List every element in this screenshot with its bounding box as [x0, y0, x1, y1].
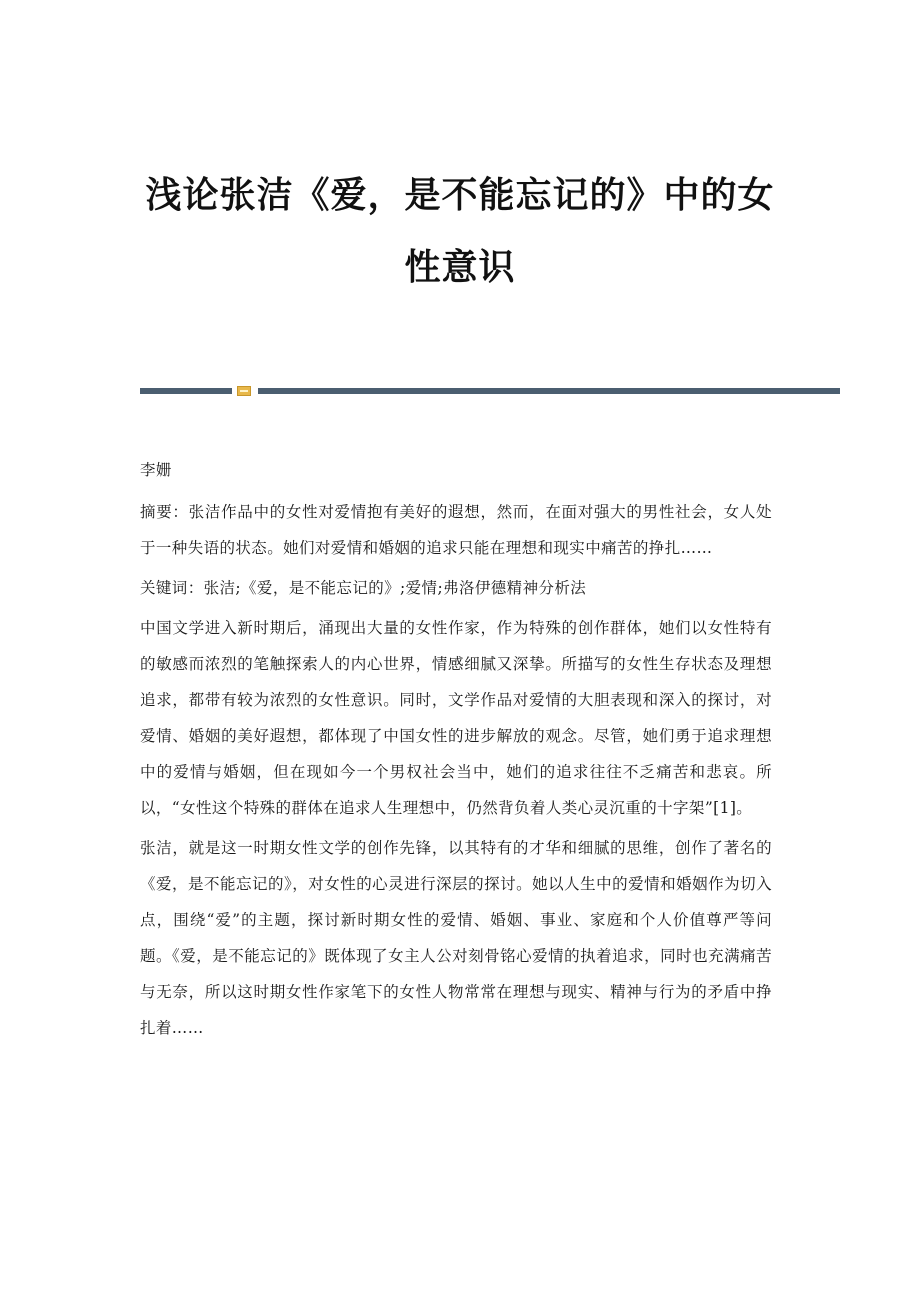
author-name: 李姗 [140, 461, 172, 479]
body-paragraph-1: 中国文学进入新时期后，涌现出大量的女性作家，作为特殊的创作群体，她们以女性特有的敏感而浓烈的笔触探索人的内心世界，情感细腻又深挚。所描写的女性生存状态及理想追求，都带有较为浓烈的女性意识。同时，文学作品对爱情的大胆表现和深入的探讨，对爱情、婚姻的美好遐想，都体现了中国女性的进步解放的观念。尽管，她们勇于追求理想中的爱情与婚姻，但在现如今一个男权社会当中，她们的追求往往不乏痛苦和悲哀。所以，“女性这个特殊的群体在追求人生理想中，仍然背负着人类心灵沉重的十字架”[1]。 [140, 619, 772, 817]
divider-ornament-icon [237, 386, 251, 396]
article-body [140, 452, 772, 1050]
title-divider [140, 386, 840, 396]
divider-bar-left [140, 388, 232, 394]
body-paragraph-2: 张洁，就是这一时期女性文学的创作先锋，以其特有的才华和细腻的思维，创作了著名的《爱，是不能忘记的》，对女性的心灵进行深层的探讨。她以人生中的爱情和婚姻作为切入点，围绕“爱”的主题，探讨新时期女性的爱情、婚姻、事业、家庭和个人价值尊严等问题。《爱，是不能忘记的》既体现了女主人公对刻骨铭心爱情的执着追求，同时也充满痛苦与无奈，所以这时期女性作家笔下的女性人物常常在理想与现实、精神与行为的矛盾中挣扎着…… [140, 839, 772, 1037]
keywords: 关键词：张洁;《爱，是不能忘记的》;爱情;弗洛伊德精神分析法 [140, 579, 587, 597]
divider-bar-right [258, 388, 840, 394]
abstract: 摘要：张洁作品中的女性对爱情抱有美好的遐想，然而，在面对强大的男性社会，女人处于一种失语的状态。她们对爱情和婚姻的追求只能在理想和现实中痛苦的挣扎…… [140, 503, 772, 557]
paper-title: 浅论张洁《爱，是不能忘记的》中的女性意识 [145, 175, 775, 288]
